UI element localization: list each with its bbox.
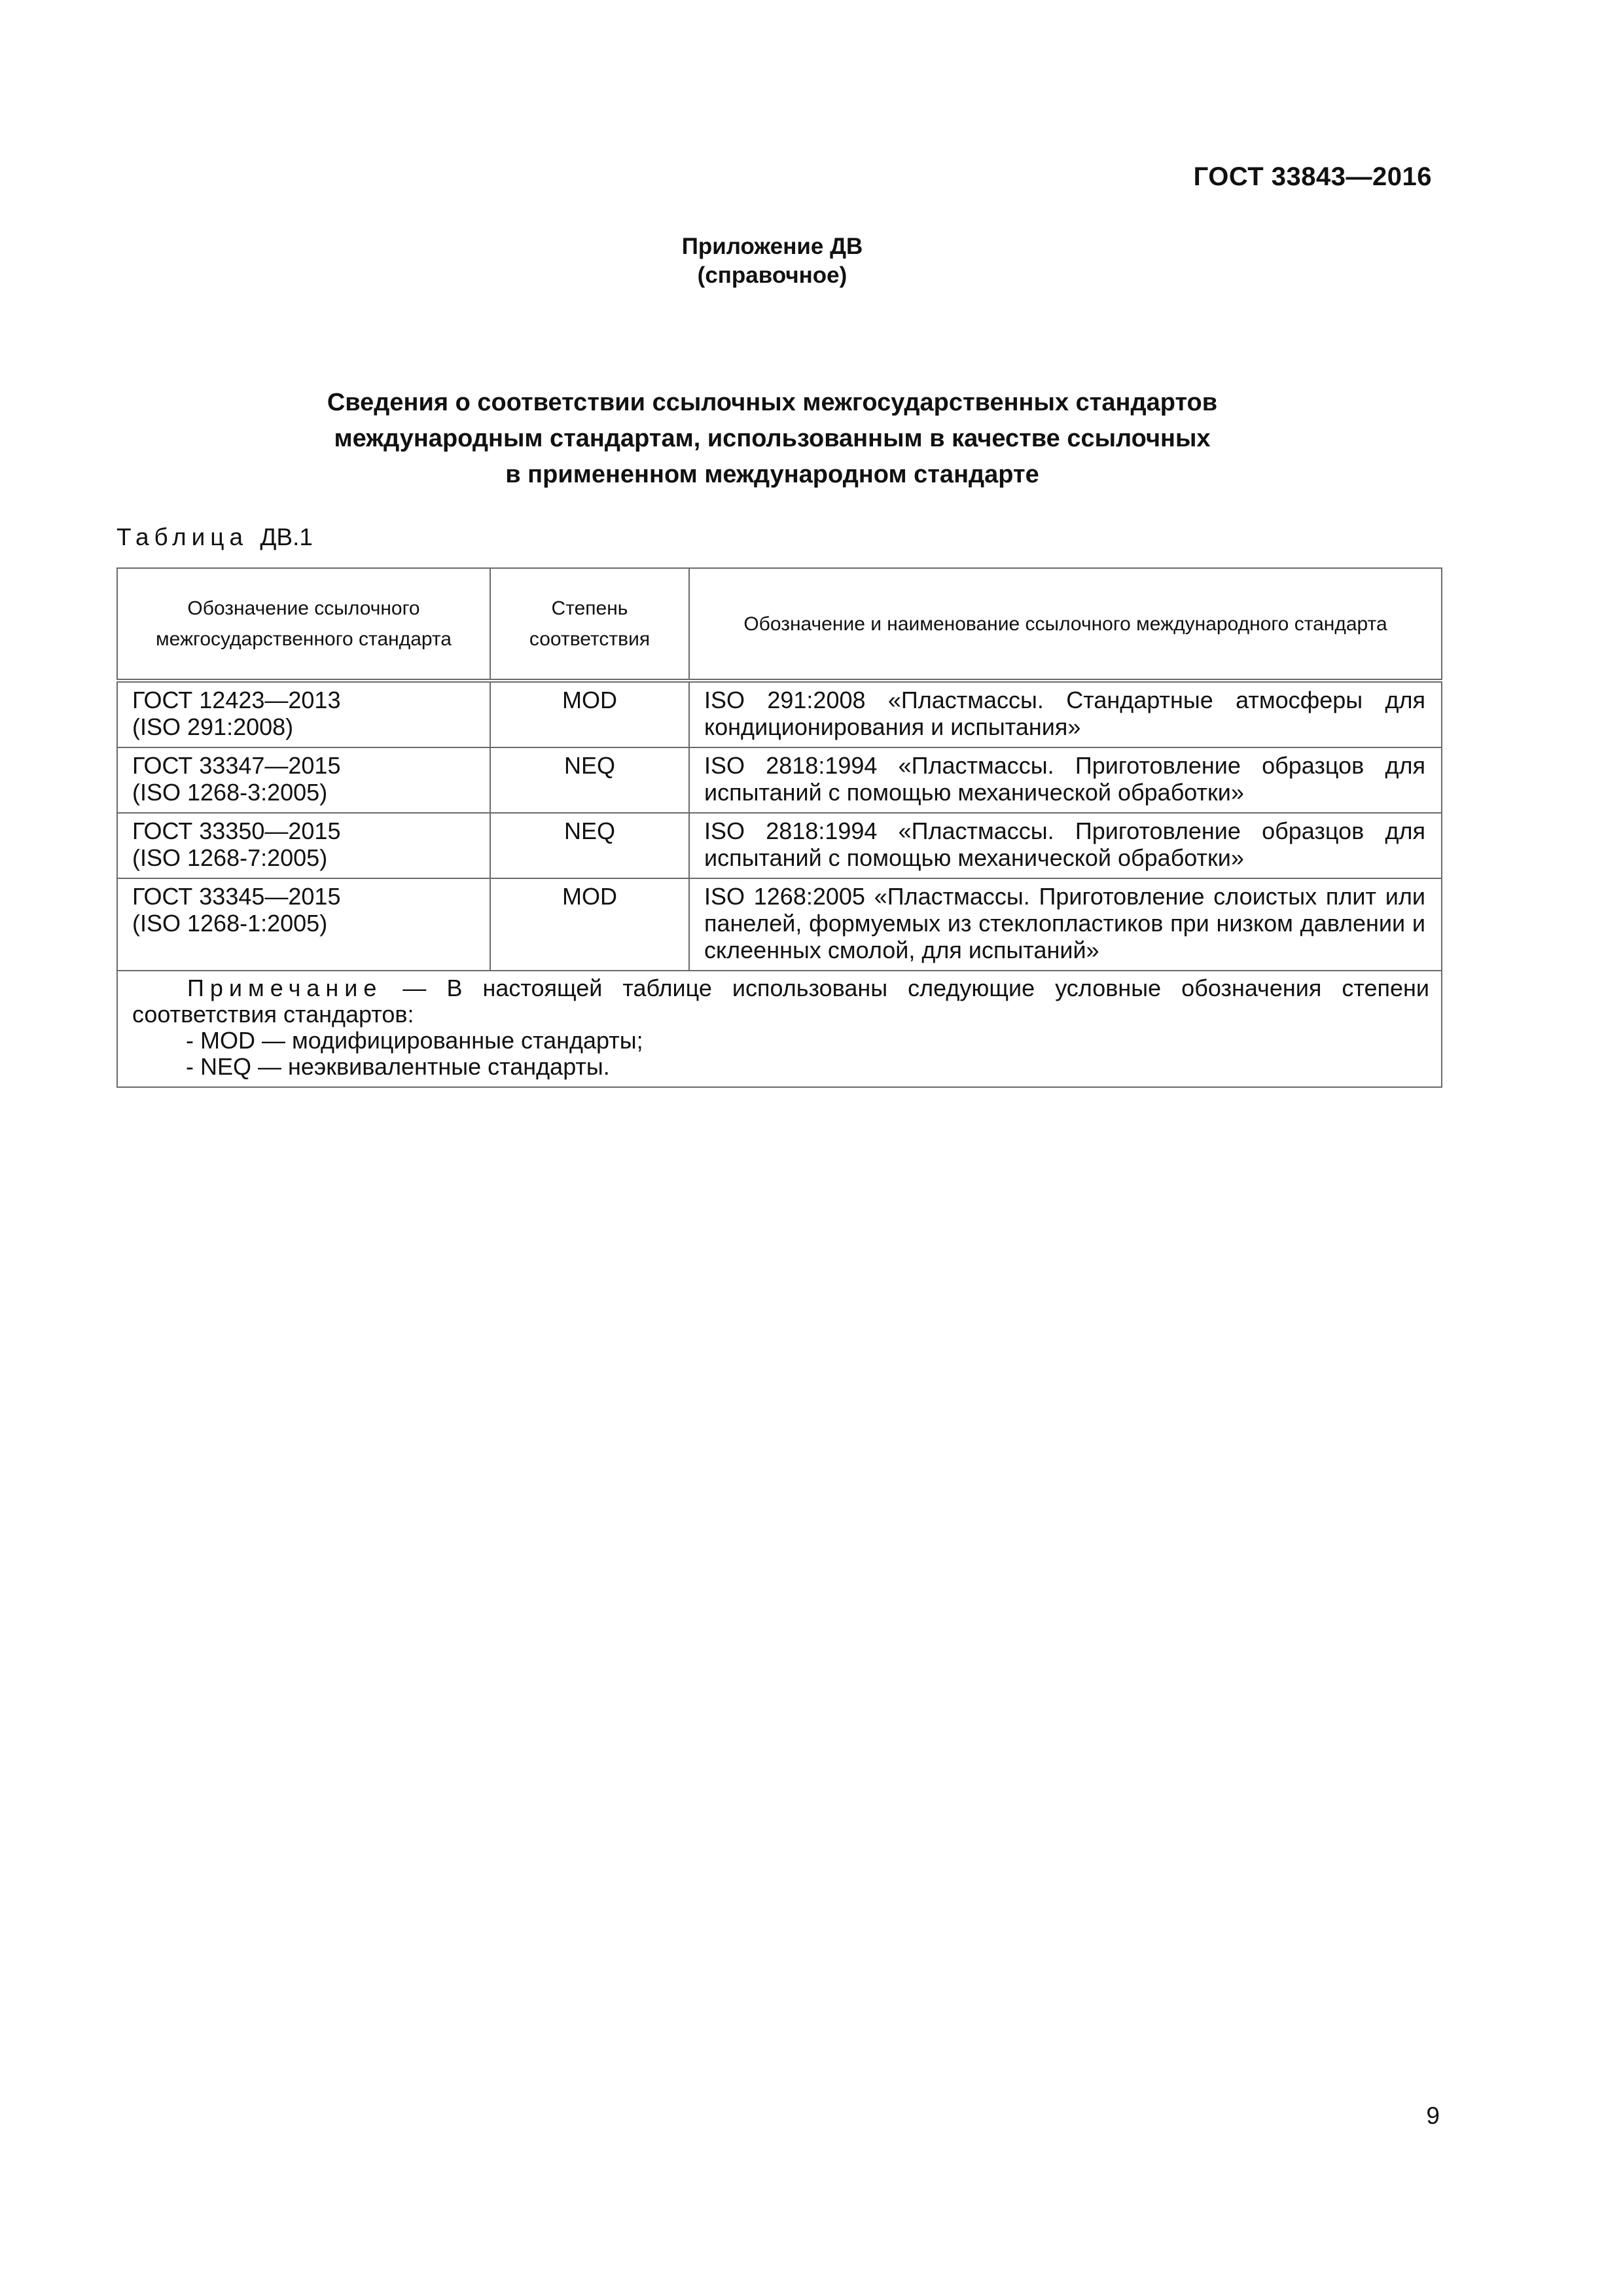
gost-designation: ГОСТ 12423—2013	[132, 687, 341, 713]
gost-designation: ГОСТ 33345—2015	[132, 883, 341, 910]
page-number: 9	[1426, 2102, 1440, 2129]
iso-reference: (ISO 1268-1:2005)	[132, 910, 328, 937]
international-standard-cell: ISO 2818:1994 «Пластмассы. Приготовление образцов для испытаний с помощью механической обработки»	[689, 747, 1442, 813]
note-label: Примечание	[187, 975, 383, 1001]
note-item-neq: - NEQ — неэквивалентные стандарты.	[186, 1053, 610, 1080]
column-header-international-standard: Обозначение и наименование ссылочного международного стандарта	[689, 568, 1442, 681]
iso-reference: (ISO 1268-3:2005)	[132, 779, 328, 806]
column-header-interstate-standard: Обозначение ссылочного межгосударственного стандарта	[117, 568, 490, 681]
table-row	[117, 813, 1442, 878]
gost-designation: ГОСТ 33350—2015	[132, 817, 341, 844]
degree-cell: NEQ	[490, 813, 689, 878]
degree-cell: MOD	[490, 878, 689, 971]
heading-line-3: в примененном международном стандарте	[505, 461, 1039, 488]
heading-line-2: международным стандартам, использованным в качестве ссылочных	[334, 425, 1211, 452]
table-row	[117, 878, 1442, 971]
annex-title: Приложение ДВ	[681, 234, 863, 259]
international-standard-cell: ISO 1268:2005 «Пластмассы. Приготовление слоистых плит или панелей, формуемых из стеклопластиков при низком давлении и склеенных смолой, для испытаний»	[689, 878, 1442, 971]
note-text: — В настоящей таблице использованы следующие условные обозначения степени соответствия стандартов:	[132, 975, 1429, 1028]
interstate-standard-cell	[117, 813, 490, 878]
iso-reference: (ISO 291:2008)	[132, 713, 294, 740]
table-note	[117, 971, 1442, 1087]
interstate-standard-cell	[117, 747, 490, 813]
interstate-standard-cell	[117, 681, 490, 747]
annex-kind: (справочное)	[697, 262, 847, 288]
note-item-mod: - MOD — модифицированные стандарты;	[186, 1027, 643, 1054]
gost-designation: ГОСТ 33347—2015	[132, 752, 341, 779]
heading-line-1: Сведения о соответствии ссылочных межгосударственных стандартов	[327, 389, 1218, 416]
iso-reference: (ISO 1268-7:2005)	[132, 844, 328, 871]
table-caption-number: ДВ.1	[260, 524, 313, 550]
international-standard-cell: ISO 291:2008 «Пластмассы. Стандартные атмосферы для кондиционирования и испытания»	[689, 681, 1442, 747]
section-heading	[0, 385, 1544, 493]
table-row	[117, 747, 1442, 813]
degree-cell: NEQ	[490, 747, 689, 813]
table-row	[117, 681, 1442, 747]
degree-cell: MOD	[490, 681, 689, 747]
standards-table	[116, 567, 1442, 1088]
table-caption	[116, 524, 313, 551]
table-caption-label: Таблица	[116, 524, 249, 550]
interstate-standard-cell	[117, 878, 490, 971]
document-code: ГОСТ 33843—2016	[1193, 162, 1432, 191]
annex-header	[0, 232, 1544, 290]
table-header-row	[117, 568, 1442, 681]
column-header-degree: Степень соответствия	[490, 568, 689, 681]
international-standard-cell: ISO 2818:1994 «Пластмассы. Приготовление образцов для испытаний с помощью механической обработки»	[689, 813, 1442, 878]
table-note-row	[117, 971, 1442, 1087]
